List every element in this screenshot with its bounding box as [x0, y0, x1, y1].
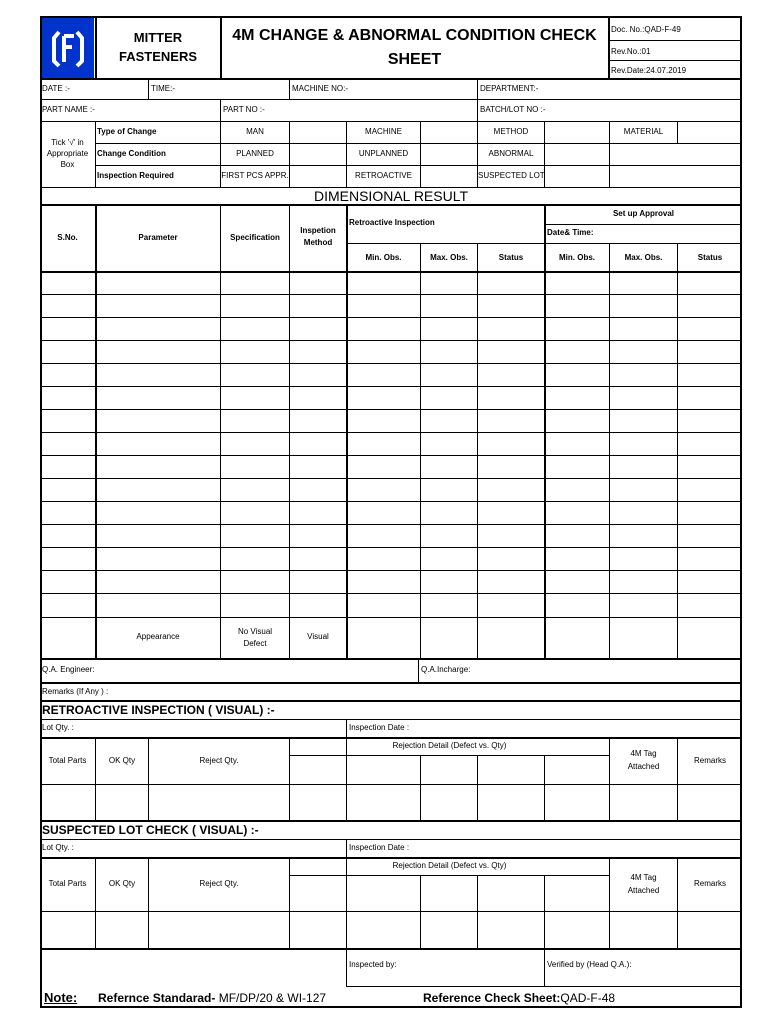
- appearance-spec-line1: No Visual: [237, 627, 273, 636]
- inspected-by-field[interactable]: Inspected by:: [349, 960, 397, 969]
- revision-number: Rev.No.:01: [611, 47, 651, 56]
- tick-note-line3: Box: [60, 160, 75, 169]
- suspect-reject-qty: Reject Qty.: [199, 879, 239, 888]
- suspect-total-parts: Total Parts: [48, 879, 87, 888]
- type-of-change-label: Type of Change: [97, 127, 157, 136]
- option-first-pcs: FIRST PCS APPR.: [221, 171, 289, 180]
- date-time-header[interactable]: Date& Time:: [547, 228, 594, 237]
- suspect-ok-qty: OK Qty: [108, 879, 136, 888]
- part-no-field[interactable]: PART NO :-: [223, 105, 265, 114]
- option-material: MATERIAL: [623, 127, 664, 136]
- option-planned: PLANNED: [236, 149, 274, 158]
- checkbox-abnormal[interactable]: [545, 144, 609, 165]
- checkbox-machine[interactable]: [421, 122, 477, 143]
- suspect-inspection-date[interactable]: Inspection Date :: [349, 843, 410, 852]
- suspect-tag-line2: Attached: [627, 886, 660, 895]
- reference-standard: [98, 991, 326, 1005]
- sheet-title-line1: 4M CHANGE & ABNORMAL CONDITION CHECK: [232, 27, 597, 44]
- retro-status: Status: [498, 253, 524, 262]
- col-method-line2: Method: [303, 238, 333, 247]
- checkbox-method[interactable]: [545, 122, 609, 143]
- option-method: METHOD: [493, 127, 529, 136]
- retro-lot-qty[interactable]: Lot Qty. :: [42, 723, 74, 732]
- department-field[interactable]: DEPARTMENT:-: [480, 84, 539, 93]
- option-retroactive: RETROACTIVE: [355, 171, 412, 180]
- change-condition-label: Change Condition: [97, 149, 166, 158]
- option-machine: MACHINE: [365, 127, 402, 136]
- appearance-spec-line2: Defect: [243, 639, 267, 648]
- col-method-line1: Inspetion: [300, 226, 336, 235]
- qa-incharge-field[interactable]: Q.A.Incharge:: [421, 665, 471, 674]
- option-suspected-lot: SUSPECTED LOT: [478, 171, 545, 180]
- retro-max-obs: Max. Obs.: [430, 253, 468, 262]
- company-logo: [42, 18, 94, 78]
- suspected-lot-heading: SUSPECTED LOT CHECK ( VISUAL) :-: [42, 823, 259, 837]
- revision-date: Rev.Date:24.07.2019: [611, 66, 687, 75]
- verified-by-field[interactable]: Verified by (Head Q.A.):: [547, 960, 632, 969]
- retro-total-parts: Total Parts: [48, 756, 87, 765]
- tick-note-line1: Tick '√' in: [51, 138, 84, 147]
- setup-max-obs: Max. Obs.: [624, 253, 663, 262]
- retro-inspection-date[interactable]: Inspection Date :: [349, 723, 410, 732]
- setup-approval-header: Set up Approval: [612, 209, 675, 218]
- reference-standard-label: Refernce Standarad-: [98, 991, 216, 1005]
- retro-tag-line1: 4M Tag: [630, 749, 657, 758]
- reference-check-sheet-label: Reference Check Sheet:: [423, 991, 561, 1005]
- dimensional-result-heading: DIMENSIONAL RESULT: [313, 188, 469, 204]
- retro-rejection-detail: Rejection Detail (Defect vs. Qty): [392, 741, 507, 750]
- option-unplanned: UNPLANNED: [358, 149, 409, 158]
- checkbox-retroactive[interactable]: [421, 166, 477, 187]
- note-label: Note:: [44, 990, 78, 1005]
- setup-status: Status: [697, 253, 723, 262]
- company-name-line2: FASTENERS: [118, 49, 197, 64]
- qa-engineer-field[interactable]: Q.A. Engineer:: [42, 665, 95, 674]
- inspection-required-label: Inspection Required: [97, 171, 174, 180]
- checkbox-planned[interactable]: [290, 144, 346, 165]
- remarks-field[interactable]: Remarks (If Any ) :: [42, 687, 109, 696]
- retro-remarks: Remarks: [693, 756, 726, 765]
- sheet-title-line2: SHEET: [387, 51, 442, 68]
- col-parameter: Parameter: [138, 233, 178, 242]
- machine-no-field[interactable]: MACHINE NO:-: [292, 84, 348, 93]
- retro-ok-qty: OK Qty: [108, 756, 136, 765]
- option-man: MAN: [246, 127, 264, 136]
- batch-lot-field[interactable]: BATCH/LOT NO :-: [480, 105, 546, 114]
- reference-check-sheet: [423, 991, 615, 1005]
- tick-note-line2: Appropriate: [46, 149, 89, 158]
- setup-min-obs: Min. Obs.: [559, 253, 595, 262]
- suspect-rejection-detail: Rejection Detail (Defect vs. Qty): [392, 861, 507, 870]
- retroactive-inspection-header: Retroactive Inspection: [349, 218, 435, 227]
- suspect-remarks: Remarks: [693, 879, 726, 888]
- time-field[interactable]: TIME:-: [151, 84, 175, 93]
- part-name-field[interactable]: PART NAME :-: [42, 105, 95, 114]
- doc-number: Doc. No.:QAD-F-49: [611, 25, 681, 34]
- retroactive-visual-heading: RETROACTIVE INSPECTION ( VISUAL) :-: [42, 703, 275, 717]
- retro-tag-line2: Attached: [627, 762, 660, 771]
- checkbox-man[interactable]: [290, 122, 346, 143]
- checkbox-first-pcs[interactable]: [290, 166, 346, 187]
- checkbox-suspected-lot[interactable]: [545, 166, 609, 187]
- col-sno: S.No.: [57, 233, 78, 242]
- suspect-tag-line1: 4M Tag: [630, 873, 657, 882]
- col-specification: Specification: [230, 233, 280, 242]
- checkbox-material[interactable]: [678, 122, 742, 143]
- reference-standard-value: MF/DP/20 & WI-127: [215, 991, 327, 1005]
- mf-logo-icon: [42, 18, 94, 78]
- suspect-lot-qty[interactable]: Lot Qty. :: [42, 843, 74, 852]
- retro-min-obs: Min. Obs.: [365, 253, 402, 262]
- retro-reject-qty: Reject Qty.: [199, 756, 239, 765]
- company-name-line1: MITTER: [133, 30, 183, 45]
- date-field[interactable]: DATE :-: [42, 84, 70, 93]
- option-abnormal: ABNORMAL: [488, 149, 534, 158]
- checkbox-unplanned[interactable]: [421, 144, 477, 165]
- appearance-parameter: Appearance: [136, 632, 180, 641]
- appearance-method: Visual: [307, 632, 329, 641]
- reference-check-sheet-value: QAD-F-48: [560, 991, 616, 1005]
